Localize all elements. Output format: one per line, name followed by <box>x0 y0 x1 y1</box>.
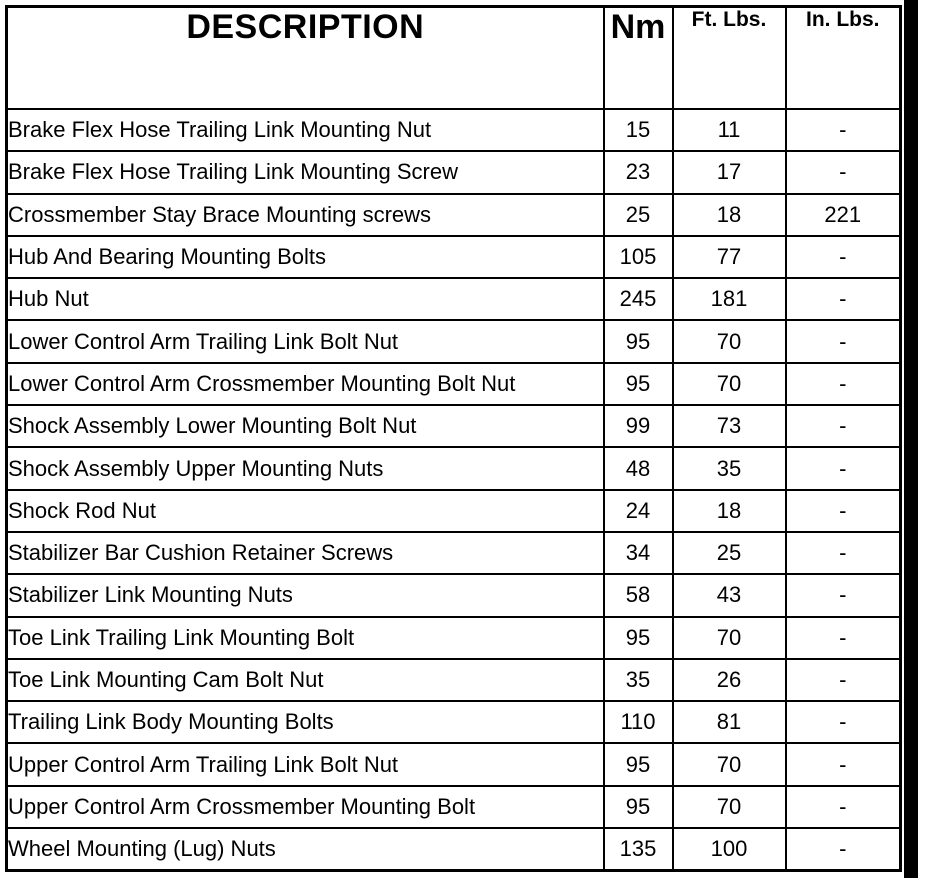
table-row <box>7 617 901 659</box>
cell-in-lbs: - <box>786 701 901 743</box>
column-header-ft-lbs: Ft. Lbs. <box>673 7 786 110</box>
cell-description: Hub And Bearing Mounting Bolts <box>7 236 604 278</box>
cell-in-lbs: - <box>786 236 901 278</box>
cell-description: Lower Control Arm Crossmember Mounting Bolt Nut <box>7 363 604 405</box>
cell-nm: 110 <box>604 701 673 743</box>
cell-ft-lbs: 18 <box>673 194 786 236</box>
cell-in-lbs: - <box>786 363 901 405</box>
cell-description: Stabilizer Link Mounting Nuts <box>7 574 604 616</box>
cell-in-lbs: - <box>786 786 901 828</box>
cell-ft-lbs: 43 <box>673 574 786 616</box>
table-row <box>7 447 901 489</box>
cell-ft-lbs: 18 <box>673 490 786 532</box>
table-row <box>7 151 901 193</box>
cell-nm: 105 <box>604 236 673 278</box>
cell-ft-lbs: 70 <box>673 786 786 828</box>
cell-ft-lbs: 70 <box>673 363 786 405</box>
cell-in-lbs: - <box>786 659 901 701</box>
cell-description: Upper Control Arm Crossmember Mounting Bolt <box>7 786 604 828</box>
cell-description: Lower Control Arm Trailing Link Bolt Nut <box>7 320 604 362</box>
cell-in-lbs: - <box>786 574 901 616</box>
cell-nm: 58 <box>604 574 673 616</box>
cell-nm: 24 <box>604 490 673 532</box>
table-row <box>7 786 901 828</box>
cell-nm: 23 <box>604 151 673 193</box>
cell-description: Hub Nut <box>7 278 604 320</box>
table-row <box>7 828 901 871</box>
cell-in-lbs: - <box>786 109 901 151</box>
cell-ft-lbs: 26 <box>673 659 786 701</box>
cell-ft-lbs: 11 <box>673 109 786 151</box>
cell-ft-lbs: 35 <box>673 447 786 489</box>
cell-nm: 135 <box>604 828 673 871</box>
cell-ft-lbs: 100 <box>673 828 786 871</box>
table-row <box>7 194 901 236</box>
column-header-nm: Nm <box>604 7 673 110</box>
cell-in-lbs: - <box>786 532 901 574</box>
table-row <box>7 659 901 701</box>
cell-in-lbs: - <box>786 447 901 489</box>
cell-nm: 34 <box>604 532 673 574</box>
cell-nm: 99 <box>604 405 673 447</box>
cell-in-lbs: - <box>786 151 901 193</box>
cell-in-lbs: - <box>786 743 901 785</box>
cell-in-lbs: - <box>786 278 901 320</box>
right-border-bar <box>904 0 918 878</box>
cell-description: Crossmember Stay Brace Mounting screws <box>7 194 604 236</box>
cell-ft-lbs: 81 <box>673 701 786 743</box>
cell-nm: 95 <box>604 320 673 362</box>
table-body <box>7 109 901 871</box>
cell-nm: 95 <box>604 617 673 659</box>
cell-in-lbs: - <box>786 617 901 659</box>
cell-ft-lbs: 181 <box>673 278 786 320</box>
cell-ft-lbs: 70 <box>673 743 786 785</box>
table-row <box>7 363 901 405</box>
table-row <box>7 532 901 574</box>
cell-description: Shock Assembly Upper Mounting Nuts <box>7 447 604 489</box>
table-row <box>7 278 901 320</box>
cell-description: Toe Link Mounting Cam Bolt Nut <box>7 659 604 701</box>
cell-nm: 35 <box>604 659 673 701</box>
cell-in-lbs: - <box>786 320 901 362</box>
table-row <box>7 109 901 151</box>
table-header-row <box>7 7 901 110</box>
cell-nm: 48 <box>604 447 673 489</box>
cell-nm: 95 <box>604 363 673 405</box>
cell-ft-lbs: 73 <box>673 405 786 447</box>
cell-in-lbs: - <box>786 405 901 447</box>
cell-nm: 25 <box>604 194 673 236</box>
table-row <box>7 405 901 447</box>
cell-ft-lbs: 17 <box>673 151 786 193</box>
table-row <box>7 574 901 616</box>
cell-in-lbs: 221 <box>786 194 901 236</box>
cell-description: Wheel Mounting (Lug) Nuts <box>7 828 604 871</box>
table-row <box>7 743 901 785</box>
cell-ft-lbs: 70 <box>673 617 786 659</box>
table-row <box>7 320 901 362</box>
column-header-description: DESCRIPTION <box>7 7 604 110</box>
cell-nm: 95 <box>604 743 673 785</box>
cell-description: Upper Control Arm Trailing Link Bolt Nut <box>7 743 604 785</box>
cell-description: Stabilizer Bar Cushion Retainer Screws <box>7 532 604 574</box>
torque-spec-table-frame <box>5 5 904 873</box>
cell-description: Trailing Link Body Mounting Bolts <box>7 701 604 743</box>
cell-ft-lbs: 70 <box>673 320 786 362</box>
cell-ft-lbs: 25 <box>673 532 786 574</box>
cell-description: Brake Flex Hose Trailing Link Mounting Nut <box>7 109 604 151</box>
cell-description: Shock Assembly Lower Mounting Bolt Nut <box>7 405 604 447</box>
table-row <box>7 490 901 532</box>
table-row <box>7 236 901 278</box>
cell-nm: 95 <box>604 786 673 828</box>
cell-description: Brake Flex Hose Trailing Link Mounting Screw <box>7 151 604 193</box>
cell-description: Shock Rod Nut <box>7 490 604 532</box>
cell-in-lbs: - <box>786 828 901 871</box>
cell-in-lbs: - <box>786 490 901 532</box>
table-row <box>7 701 901 743</box>
cell-description: Toe Link Trailing Link Mounting Bolt <box>7 617 604 659</box>
torque-spec-table <box>5 5 902 872</box>
cell-nm: 245 <box>604 278 673 320</box>
column-header-in-lbs: In. Lbs. <box>786 7 901 110</box>
cell-nm: 15 <box>604 109 673 151</box>
cell-ft-lbs: 77 <box>673 236 786 278</box>
